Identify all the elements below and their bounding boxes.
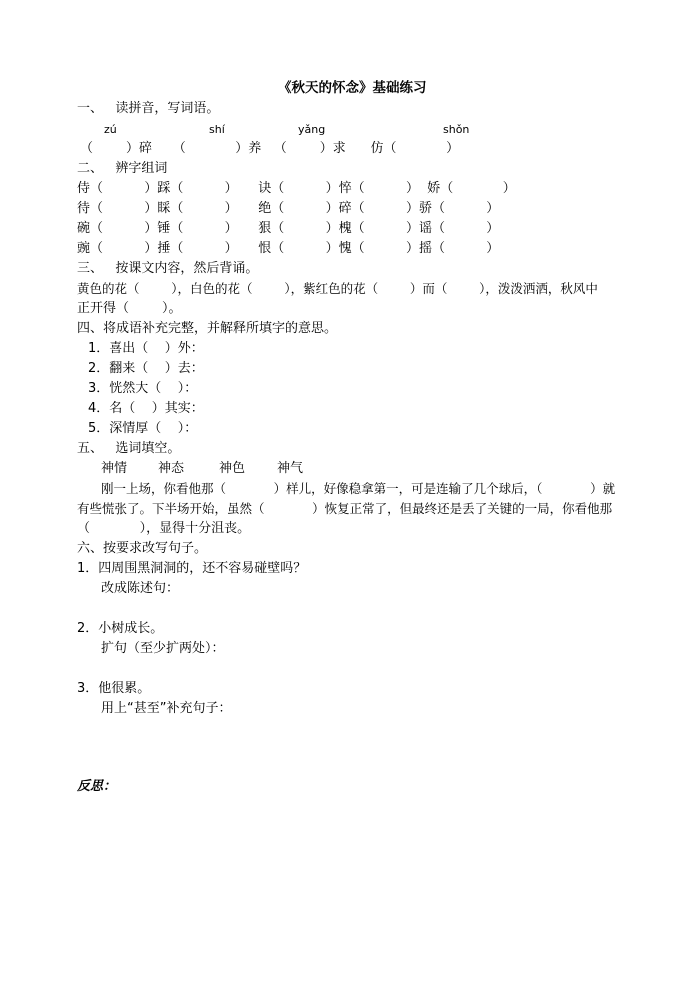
- pinyin-2: shí: [209, 123, 225, 136]
- pinyin-4: shǒn: [443, 123, 470, 136]
- section-6-heading: 六、按要求改写句子。: [77, 541, 208, 556]
- reflection-label: 反思：: [77, 779, 117, 794]
- rewrite-sentence: 1．四周围黑洞洞的，还不容易碰壁吗？: [77, 561, 307, 576]
- idiom-item: 3．恍然大（ ）：: [88, 381, 198, 396]
- idiom-item: 5．深情厚（ ）：: [88, 421, 198, 436]
- word-choice: 神气: [277, 461, 304, 476]
- rewrite-task: 改成陈述句：: [101, 581, 180, 596]
- word-choice: 神情: [101, 461, 128, 476]
- recite-line-2: 正开得（ ）。: [77, 301, 182, 316]
- section-1-heading: 一、 读拼音，写词语。: [77, 101, 220, 116]
- idiom-item: 2．翻来（ ）去：: [88, 361, 204, 376]
- recite-line-1: 黄色的花（ ），白色的花（ ），紫红色的花（ ）而（ ），泼泼洒洒，秋风中: [77, 281, 598, 296]
- word-group-row: 豌（ ）捶（ ） 恨（ ）愧（ ）摇（ ）: [77, 241, 500, 256]
- pinyin-answer-row: （ ）碎 （ ）养 （ ）求 仿（ ）: [80, 141, 460, 156]
- word-group-row: 待（ ）睬（ ） 绝（ ）碎（ ）骄（ ）: [77, 201, 500, 216]
- fill-paragraph-line-1: 刚一上场，你看他那（ ）样儿，好像稳拿第一，可是连输了几个球后，（ ）就: [101, 481, 616, 496]
- rewrite-task: 扩句（至少扩两处）：: [101, 641, 225, 656]
- idiom-item: 1．喜出（ ）外：: [88, 341, 204, 356]
- word-choice: 神色: [219, 461, 246, 476]
- section-4-heading: 四、将成语补充完整，并解释所填字的意思。: [77, 321, 338, 336]
- fill-paragraph-line-3: （ ），显得十分沮丧。: [77, 521, 251, 536]
- pinyin-1: zú: [104, 123, 117, 136]
- page-title: 《秋天的怀念》基础练习: [278, 80, 427, 96]
- fill-paragraph-line-2: 有些慌张了。下半场开始，虽然（ ）恢复正常了，但最终还是丢了关键的一局，你看他那: [77, 501, 613, 516]
- section-3-heading: 三、 按课文内容，然后背诵。: [77, 261, 259, 276]
- word-group-row: 侍（ ）踩（ ） 诀（ ）悴（ ） 娇（ ）: [77, 181, 516, 196]
- pinyin-3: yǎng: [298, 123, 326, 136]
- section-2-heading: 二、 辨字组词: [77, 161, 168, 176]
- idiom-item: 4．名（ ）其实：: [88, 401, 204, 416]
- word-group-row: 碗（ ）锤（ ） 狠（ ）槐（ ）谣（ ）: [77, 221, 500, 236]
- rewrite-sentence: 2．小树成长。: [77, 621, 164, 636]
- word-choice: 神态: [158, 461, 185, 476]
- rewrite-sentence: 3．他很累。: [77, 681, 151, 696]
- section-5-heading: 五、 选词填空。: [77, 441, 181, 456]
- rewrite-task: 用上“甚至”补充句子：: [101, 701, 232, 716]
